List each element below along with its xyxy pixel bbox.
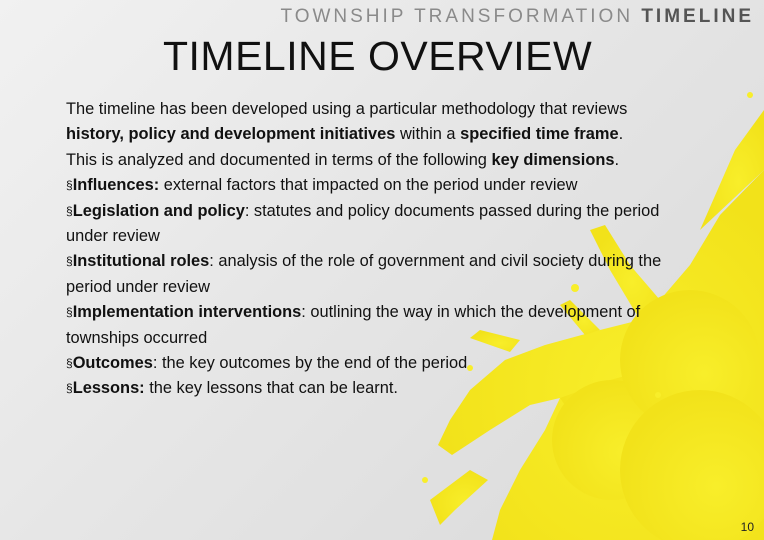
list-item bbox=[66, 249, 686, 300]
list-item bbox=[66, 173, 686, 198]
bullet-icon: § bbox=[66, 305, 73, 320]
dimensions-paragraph: This is analyzed and documented in terms of the following key dimensions. bbox=[66, 150, 620, 169]
list-item bbox=[66, 376, 686, 401]
item-term: Legislation and policy bbox=[72, 201, 245, 220]
item-term: Institutional roles bbox=[72, 252, 210, 271]
item-term: Outcomes bbox=[72, 354, 153, 373]
bullet-icon: § bbox=[66, 203, 73, 218]
item-desc: : analysis of the role of government and civil society during the period under review bbox=[66, 252, 662, 296]
header-title-light: TOWNSHIP TRANSFORMATION bbox=[280, 6, 642, 27]
slide-header bbox=[280, 6, 754, 28]
item-desc: external factors that impacted on the period under review bbox=[159, 176, 578, 195]
list-item bbox=[66, 199, 686, 250]
list-item bbox=[66, 300, 686, 351]
item-desc: : outlining the way in which the development of townships occurred bbox=[66, 303, 641, 347]
intro-paragraph: The timeline has been developed using a particular methodology that reviews history, policy and development initiatives within a specified time frame. bbox=[66, 100, 628, 144]
header-title-bold: TIMELINE bbox=[641, 6, 754, 27]
item-term: Implementation interventions bbox=[72, 303, 302, 322]
bullet-icon: § bbox=[66, 254, 73, 269]
item-desc: : statutes and policy documents passed during the period under review bbox=[66, 201, 660, 246]
page-number: 10 bbox=[740, 520, 754, 534]
item-term: Lessons: bbox=[72, 379, 145, 398]
list-item bbox=[66, 351, 686, 376]
page-title: TIMELINE OVERVIEW bbox=[163, 33, 593, 79]
bullet-icon: § bbox=[66, 381, 73, 396]
item-desc: : the key outcomes by the end of the period bbox=[152, 354, 468, 373]
body-text bbox=[66, 97, 686, 402]
item-desc: the key lessons that can be learnt. bbox=[144, 379, 398, 398]
item-term: Influences: bbox=[72, 176, 160, 195]
bullet-icon: § bbox=[66, 178, 73, 193]
bullet-icon: § bbox=[66, 356, 73, 371]
